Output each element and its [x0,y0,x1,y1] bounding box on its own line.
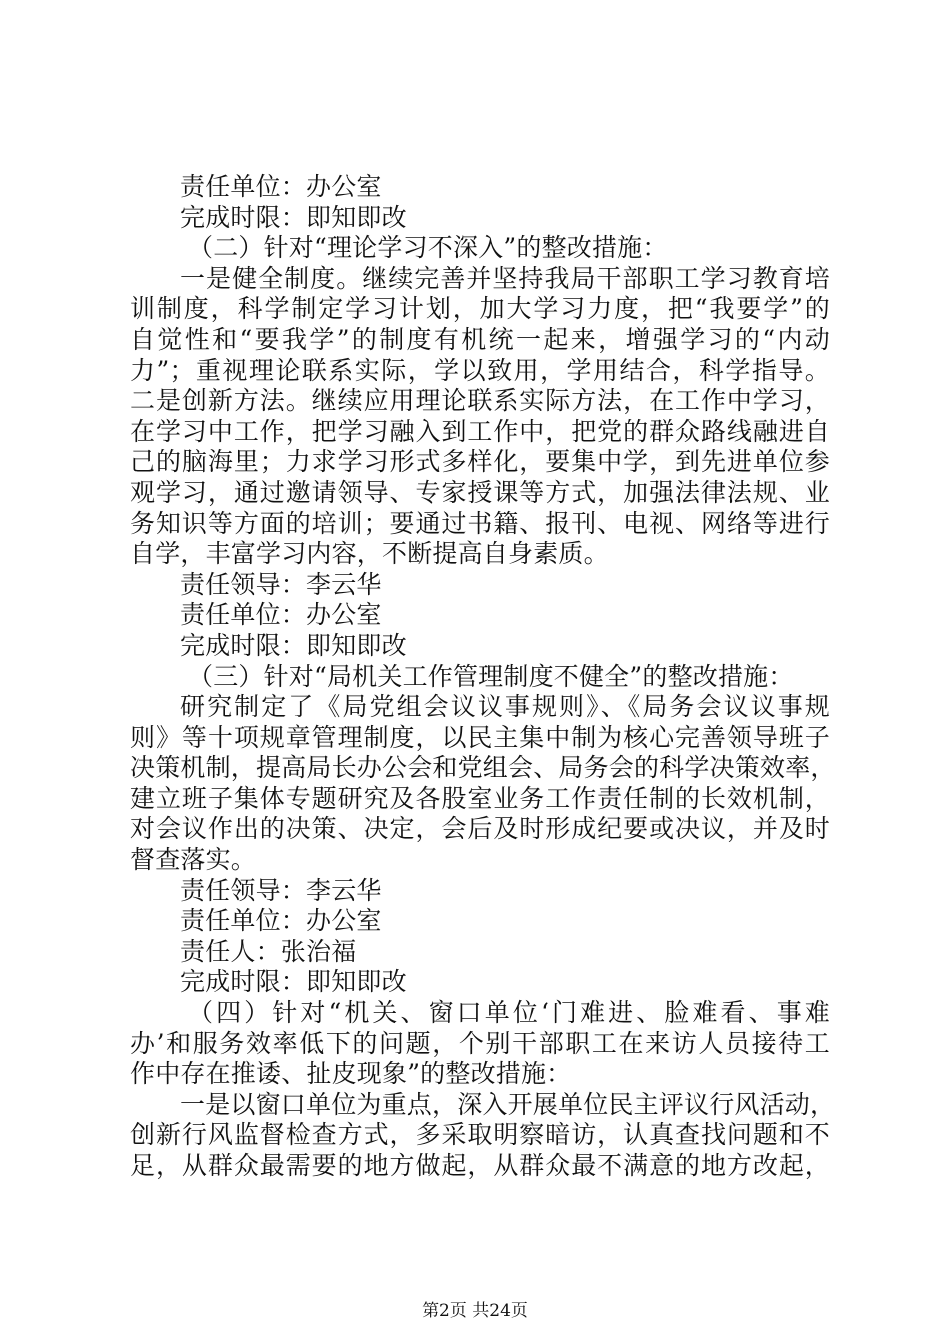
text-line: 在学习中工作，把学习融入到工作中，把党的群众路线融进自 [130,416,830,446]
document-body [130,172,836,1182]
text-line: 一是以窗口单位为重点，深入开展单位民主评议行风活动， [180,1089,836,1119]
text-line: 创新行风监督检查方式，多采取明察暗访，认真查找问题和不 [130,1120,830,1150]
text-line: 办’和服务效率低下的问题，个别干部职工在来访人员接待工 [130,1028,830,1058]
text-line: 完成时限：即知即改 [180,630,407,660]
text-line: 研究制定了《局党组会议议事规则》、《局务会议议事规 [180,692,830,722]
text-line: 则》等十项规章管理制度，以民主集中制为核心完善领导班子 [130,722,830,752]
text-line: 督查落实。 [130,845,257,875]
text-line: （四）针对“机关、窗口单位‘门难进、脸难看、事难 [188,998,830,1028]
text-line: 观学习，通过邀请领导、专家授课等方式，加强法律法规、业 [130,477,830,507]
text-line: 完成时限：即知即改 [180,202,407,232]
text-line: 责任人：张治福 [180,936,357,966]
text-line: 责任领导：李云华 [180,569,382,599]
text-line: 对会议作出的决策、决定，会后及时形成纪要或决议，并及时 [130,814,830,844]
text-line: 责任领导：李云华 [180,875,382,905]
text-line: 完成时限：即知即改 [180,967,407,997]
text-line: 己的脑海里；力求学习形式多样化，要集中学，到先进单位参 [130,447,830,477]
text-line: （二）针对“理论学习不深入”的整改措施： [188,233,668,263]
text-line: 责任单位：办公室 [180,172,382,201]
text-line: （三）针对“局机关工作管理制度不健全”的整改措施： [188,661,794,691]
text-line: 务知识等方面的培训；要通过书籍、报刊、电视、网络等进行 [130,508,830,538]
text-line: 自觉性和“要我学”的制度有机统一起来，增强学习的“内动 [130,324,830,354]
page-footer [0,1296,950,1321]
text-line: 一是健全制度。继续完善并坚持我局干部职工学习教育培 [180,263,830,293]
text-line: 自学，丰富学习内容，不断提高自身素质。 [130,539,609,569]
text-line: 责任单位：办公室 [180,906,382,936]
text-line: 建立班子集体专题研究及各股室业务工作责任制的长效机制， [130,783,830,813]
text-line: 训制度，科学制定学习计划，加大学习力度，把“我要学”的 [130,294,830,324]
page-number: 第2页 共24页 [422,1301,528,1321]
text-line: 力”；重视理论联系实际，学以致用，学用结合，科学指导。 [130,355,830,385]
text-line: 决策机制，提高局长办公会和党组会、局务会的科学决策效率， [130,753,836,783]
text-line: 足，从群众最需要的地方做起，从群众最不满意的地方改起， [130,1151,830,1180]
text-line: 责任单位：办公室 [180,600,382,630]
text-line: 作中存在推诿、扯皮现象”的整改措施： [130,1059,572,1089]
text-line: 二是创新方法。继续应用理论联系实际方法，在工作中学习， [130,386,830,416]
